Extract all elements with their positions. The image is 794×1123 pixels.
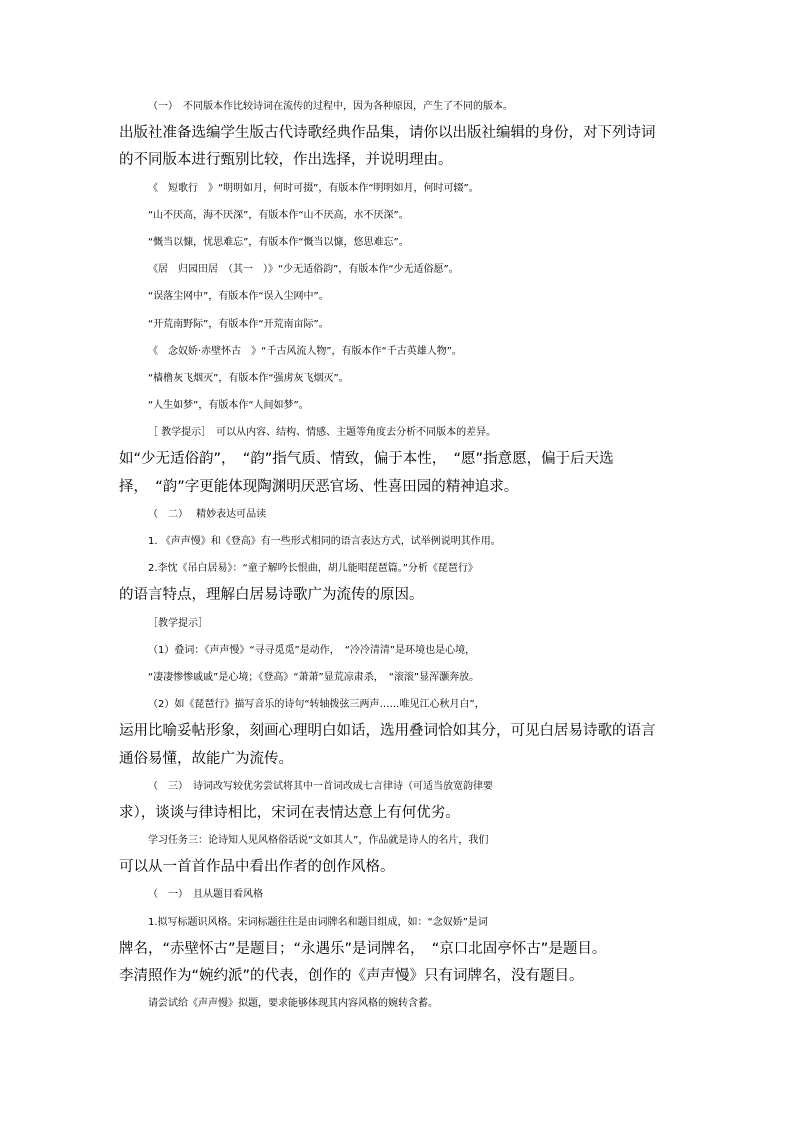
text-line: （一） 不同版本作比较诗词在流传的过程中，因为各种原因，产生了不同的版本。 [148,101,513,112]
text-line: “樯橹灰飞烟灭”，有版本作“强虏灰飞烟灭”。 [148,372,349,384]
text-line: 1.拟写标题识风格。宋词标题往往是由词牌名和题目组成，如：“念奴娇”是词 [148,916,488,928]
text-line: （1）叠词：《声声慢》“寻寻觅觅”是动作， “冷冷清清”是环境也是心境， [148,644,476,656]
text-line: （ 一） 且从题目看风格 [148,889,263,901]
text-line: 李清照作为“婉约派”的代表，创作的《声声慢》只有词牌名，没有题目。 [119,968,584,984]
text-line: 学习任务三：论诗知人见风格俗话说“文如其人”，作品就是诗人的名片，我们 [148,835,489,847]
text-line: 请尝试给《声声慢》拟题，要求能够体现其内容风格的婉转含蓄。 [148,998,438,1010]
text-line: 《 短歌行 》“明明如月，何时可掇”，有版本作“明明如月，何时可辍”。 [148,182,479,194]
text-line: 的语言特点，理解白居易诗歌广为流传的原因。 [119,587,424,604]
text-line: ［ 教学提示］ 可以从内容、结构、情感、主题等角度去分析不同版本的差异。 [148,427,497,439]
text-line: 《居 归园田居 （其一 ）》“少无适俗韵”，有版本作“少无适俗愿”。 [148,264,459,276]
text-line: 《 念奴娇·赤壁怀古 》“千古风流人物”，有版本作“千古英雄人物”。 [148,345,462,357]
text-line: （ 二） 精妙表达可品读 [148,508,267,520]
text-line: 求），谈谈与律诗相比，宋词在表情达意上有何优劣。 [119,804,460,821]
text-line: 如“少无适俗韵”， “韵”指气质、情致，偏于本性， “愿”指意愿，偏于后天选 [119,451,614,468]
text-line: 择， “韵”字更能体现陶渊明厌恶官场、性喜田园的精神追求。 [119,478,519,495]
text-line: “慨当以慷，忧思难忘”，有版本作“慨当以慷，悠思难忘”。 [148,236,409,248]
text-line: “开荒南野际”，有版本作“开荒南亩际”。 [148,318,329,330]
text-line: “凄凄惨惨戚戚”是心境；《登高》“萧萧”显荒凉肃杀， “滚滚”显浑灏奔放。 [148,671,480,683]
text-line: “山不厌高，海不厌深”，有版本作“山不厌高，水不厌深”。 [148,209,409,221]
text-line: 的不同版本进行甄别比较，作出选择，并说明理由。 [119,152,453,169]
text-line: （2）如《琵琶行》描写音乐的诗句“转轴拨弦三两声……唯见江心秋月白”， [148,699,485,711]
document-body [119,93,679,1017]
text-line: （ 三） 诗词改写较优劣尝试将其中一首词改成七言律诗（可适当放宽韵律要 [148,780,493,792]
text-line: 可以从一首首作品中看出作者的创作风格。 [119,859,395,876]
text-line: “误落尘网中”，有版本作“误入尘网中”。 [148,291,329,303]
text-line: 出版社准备选编学生版古代诗歌经典作品集，请你以出版社编辑的身份，对下列诗词 [119,125,656,142]
text-line: 牌名，“赤壁怀古”是题目；“永遇乐”是词牌名， “京口北固亭怀古”是题目。 [119,940,607,957]
text-line: 通俗易懂，故能广为流传。 [119,750,293,767]
text-line: “人生如梦”，有版本作“人间如梦”。 [148,400,309,412]
text-line: 2.李忱《吊白居易》：“童子解吟长恨曲，胡儿能唱琵琶篇。”分析《琵琶行》 [148,563,478,575]
text-line: 1. 《声声慢》和《登高》有一些形式相同的语言表达方式，试举例说明其作用。 [148,536,501,547]
text-line: 运用比喻妥帖形象，刻画心理明白如话，选用叠词恰如其分，可见白居易诗歌的语言 [119,723,656,740]
text-line: ［教学提示］ [148,617,208,629]
